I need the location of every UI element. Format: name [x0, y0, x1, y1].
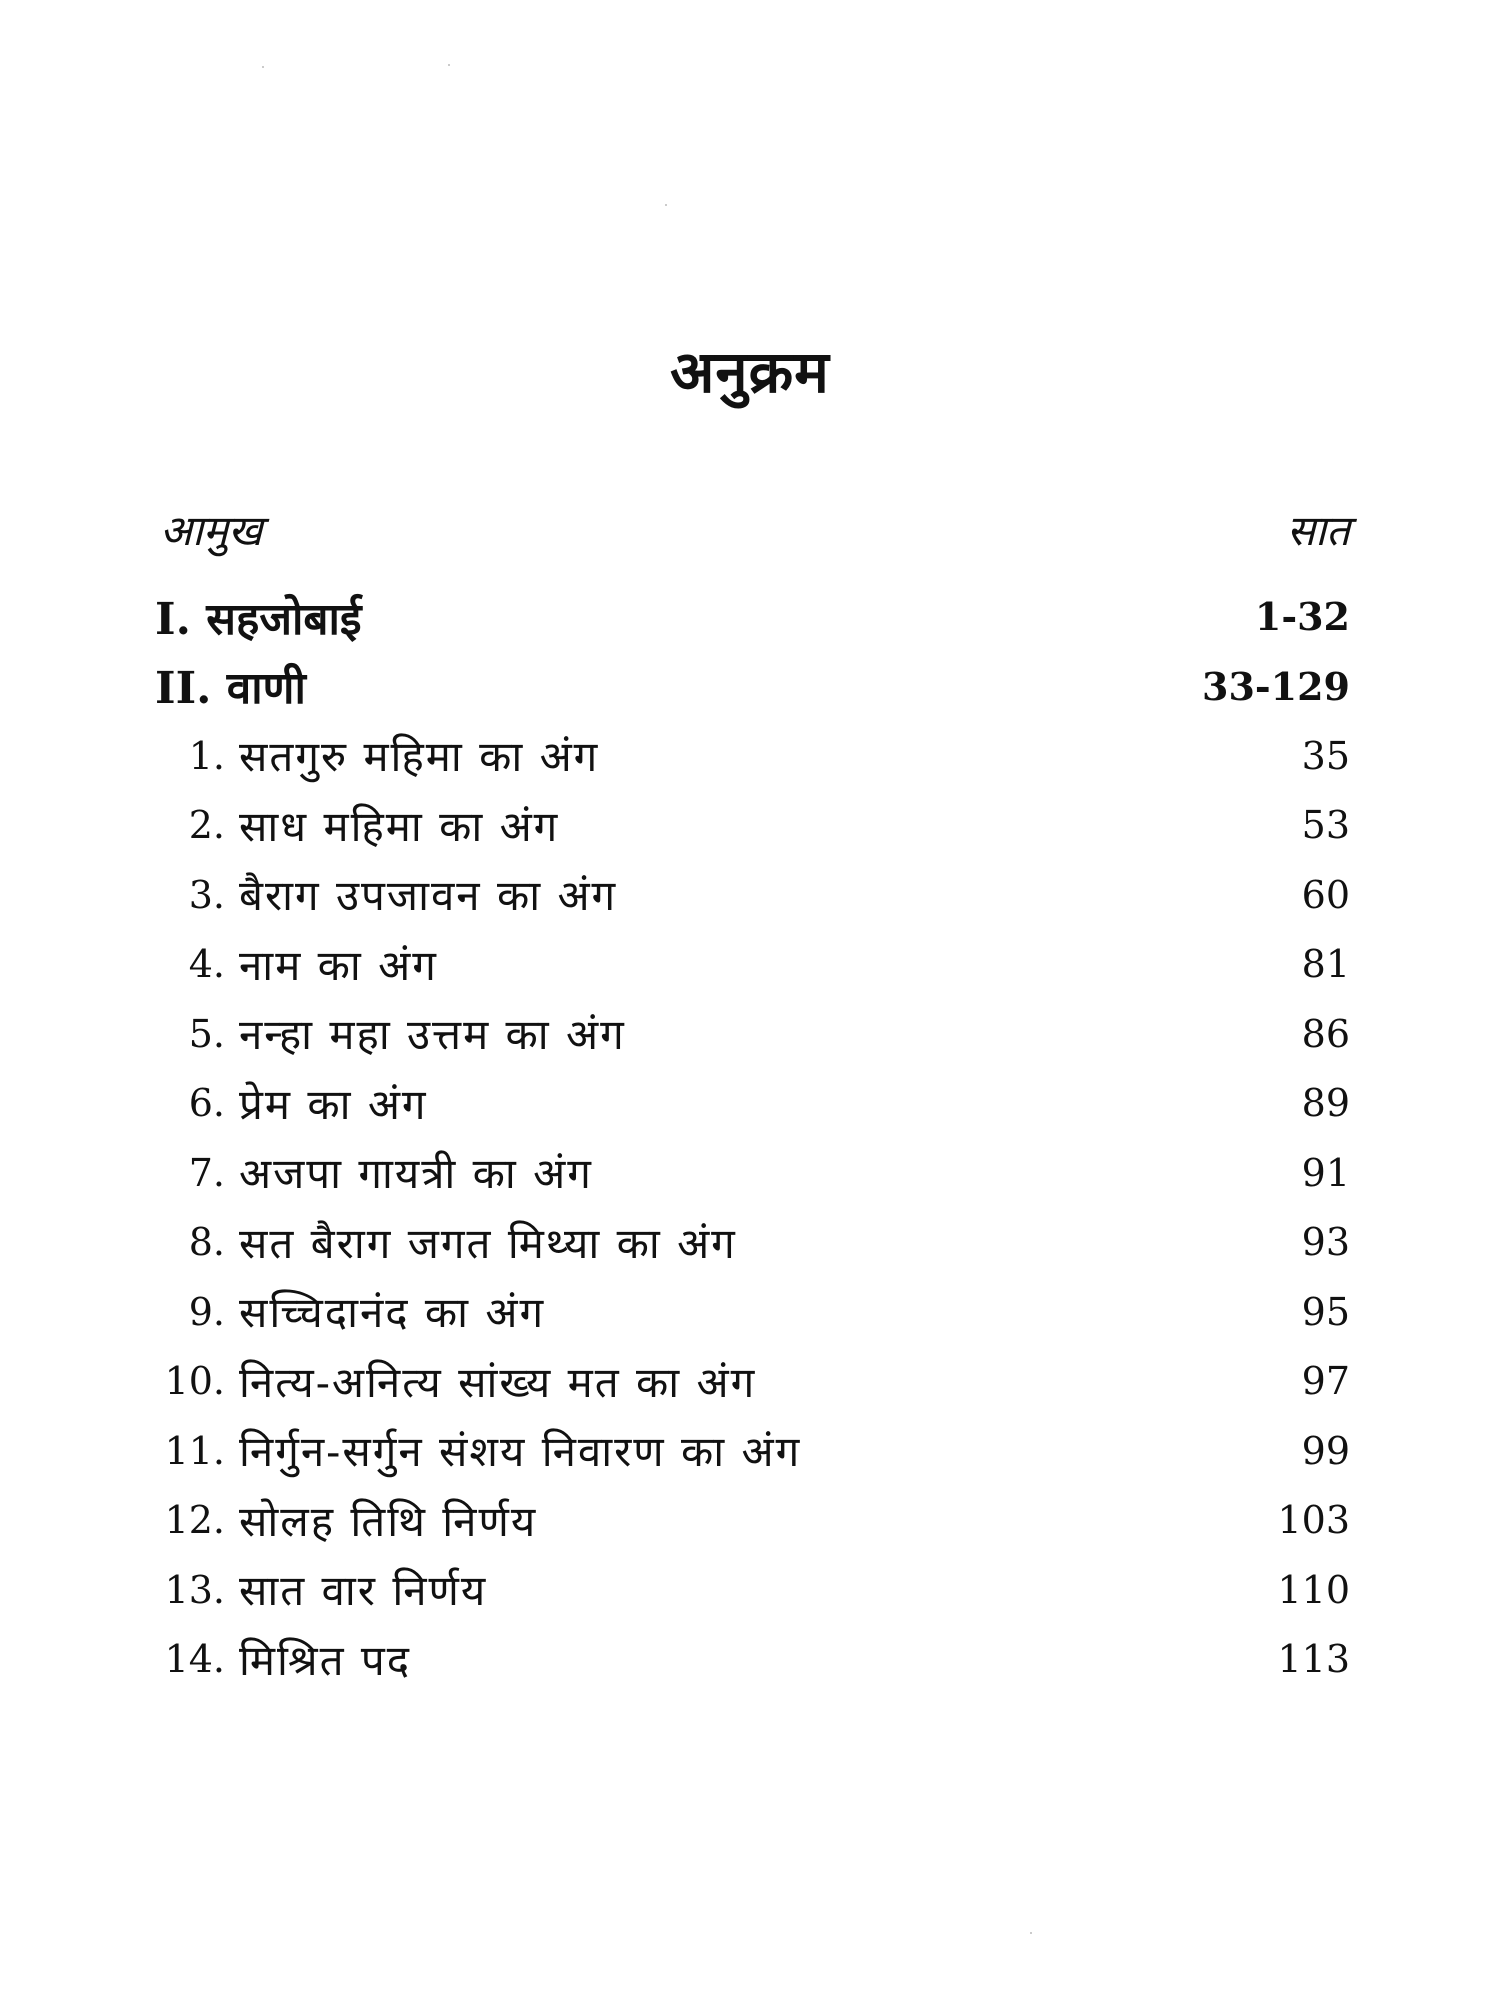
chapter-title: नन्हा महा उत्तम का अंग [239, 1010, 626, 1060]
chapter-number: 12. [164, 1498, 225, 1543]
toc-chapter-label [155, 936, 438, 993]
chapter-title: बैराग उपजावन का अंग [239, 871, 618, 921]
chapter-number: 9. [188, 1289, 225, 1334]
page-title: अनुक्रम [670, 338, 830, 406]
chapter-title: प्रेम का अंग [239, 1079, 428, 1129]
toc-chapter[interactable] [155, 1555, 1350, 1625]
chapter-page: 89 [1301, 1081, 1350, 1126]
chapter-number: 3. [188, 872, 225, 917]
toc-chapter-label [155, 1144, 593, 1201]
chapter-number: 14. [164, 1637, 225, 1682]
chapter-title: मिश्रित पद [239, 1635, 412, 1685]
chapter-page: 97 [1301, 1359, 1350, 1404]
toc-chapter-label [155, 1492, 537, 1549]
chapter-number: 13. [164, 1567, 225, 1612]
toc-chapter[interactable] [155, 1208, 1350, 1278]
toc-chapter[interactable] [155, 1486, 1350, 1556]
toc-chapter-label [155, 1561, 487, 1618]
toc-part-page: 1-32 [1254, 594, 1350, 640]
chapter-title: सात वार निर्णय [239, 1566, 488, 1616]
chapter-page: 35 [1301, 733, 1350, 778]
scan-speck [1030, 1932, 1032, 1934]
toc-entry-page: सात [1286, 505, 1350, 555]
toc-chapter[interactable] [155, 1416, 1350, 1486]
toc-part-1[interactable] [155, 582, 1350, 652]
toc-chapter[interactable] [155, 791, 1350, 861]
toc-chapter[interactable] [155, 1138, 1350, 1208]
chapter-page: 81 [1301, 942, 1350, 987]
table-of-contents [155, 490, 1350, 1694]
toc-part-label: II. वाणी [155, 663, 306, 715]
spacer [155, 568, 1350, 582]
toc-chapter[interactable] [155, 1625, 1350, 1695]
toc-chapter[interactable] [155, 1069, 1350, 1139]
chapter-page: 91 [1301, 1150, 1350, 1195]
toc-chapter-label [155, 797, 559, 854]
chapter-number: 2. [188, 803, 225, 848]
toc-entry-label: आमुख [160, 505, 263, 555]
chapter-number: 10. [164, 1359, 225, 1404]
toc-entry-intro[interactable] [155, 490, 1350, 568]
chapter-number: 7. [188, 1150, 225, 1195]
toc-chapter[interactable] [155, 930, 1350, 1000]
chapter-title: अजपा गायत्री का अंग [239, 1149, 593, 1199]
toc-chapter-label [155, 727, 599, 784]
chapter-page: 99 [1301, 1428, 1350, 1473]
chapter-page: 103 [1277, 1498, 1350, 1543]
chapter-page: 113 [1277, 1637, 1350, 1682]
scan-speck [448, 64, 450, 66]
chapter-page: 95 [1301, 1289, 1350, 1334]
toc-chapter-label [155, 1214, 737, 1271]
toc-chapter-label [155, 1631, 411, 1688]
chapter-title: नाम का अंग [239, 940, 438, 990]
chapter-page: 93 [1301, 1220, 1350, 1265]
chapter-title: सोलह तिथि निर्णय [239, 1496, 538, 1546]
toc-chapter[interactable] [155, 999, 1350, 1069]
chapter-number: 4. [188, 942, 225, 987]
chapter-title: नित्य-अनित्य सांख्य मत का अंग [239, 1357, 757, 1407]
toc-part-2[interactable] [155, 652, 1350, 722]
chapter-number: 11. [164, 1428, 225, 1473]
chapter-page: 86 [1301, 1011, 1350, 1056]
chapter-number: 5. [188, 1011, 225, 1056]
chapter-number: 6. [188, 1081, 225, 1126]
toc-chapter[interactable] [155, 860, 1350, 930]
toc-chapter[interactable] [155, 1347, 1350, 1417]
toc-chapter[interactable] [155, 721, 1350, 791]
chapter-title: निर्गुन-सर्गुन संशय निवारण का अंग [239, 1427, 802, 1477]
toc-chapter-label [155, 1283, 545, 1340]
chapter-page: 60 [1301, 872, 1350, 917]
chapter-page: 53 [1301, 803, 1350, 848]
chapter-title: सच्चिदानंद का अंग [239, 1288, 546, 1338]
scan-speck [665, 204, 667, 206]
chapter-title: सतगुरु महिमा का अंग [239, 732, 600, 782]
scan-speck [262, 66, 264, 68]
toc-part-page: 33-129 [1202, 663, 1350, 709]
chapter-number: 1. [188, 733, 225, 778]
toc-chapter-label [155, 1422, 801, 1479]
chapter-title: सत बैराग जगत मिथ्या का अंग [239, 1218, 737, 1268]
toc-chapter-label [155, 1075, 428, 1132]
chapter-number: 8. [188, 1220, 225, 1265]
chapter-title: साध महिमा का अंग [239, 801, 560, 851]
toc-chapter[interactable] [155, 1277, 1350, 1347]
toc-chapter-label [155, 1353, 756, 1410]
toc-part-label: I. सहजोबाई [155, 593, 362, 645]
toc-chapter-label [155, 866, 617, 923]
toc-chapter-label [155, 1005, 626, 1062]
chapter-page: 110 [1277, 1567, 1350, 1612]
